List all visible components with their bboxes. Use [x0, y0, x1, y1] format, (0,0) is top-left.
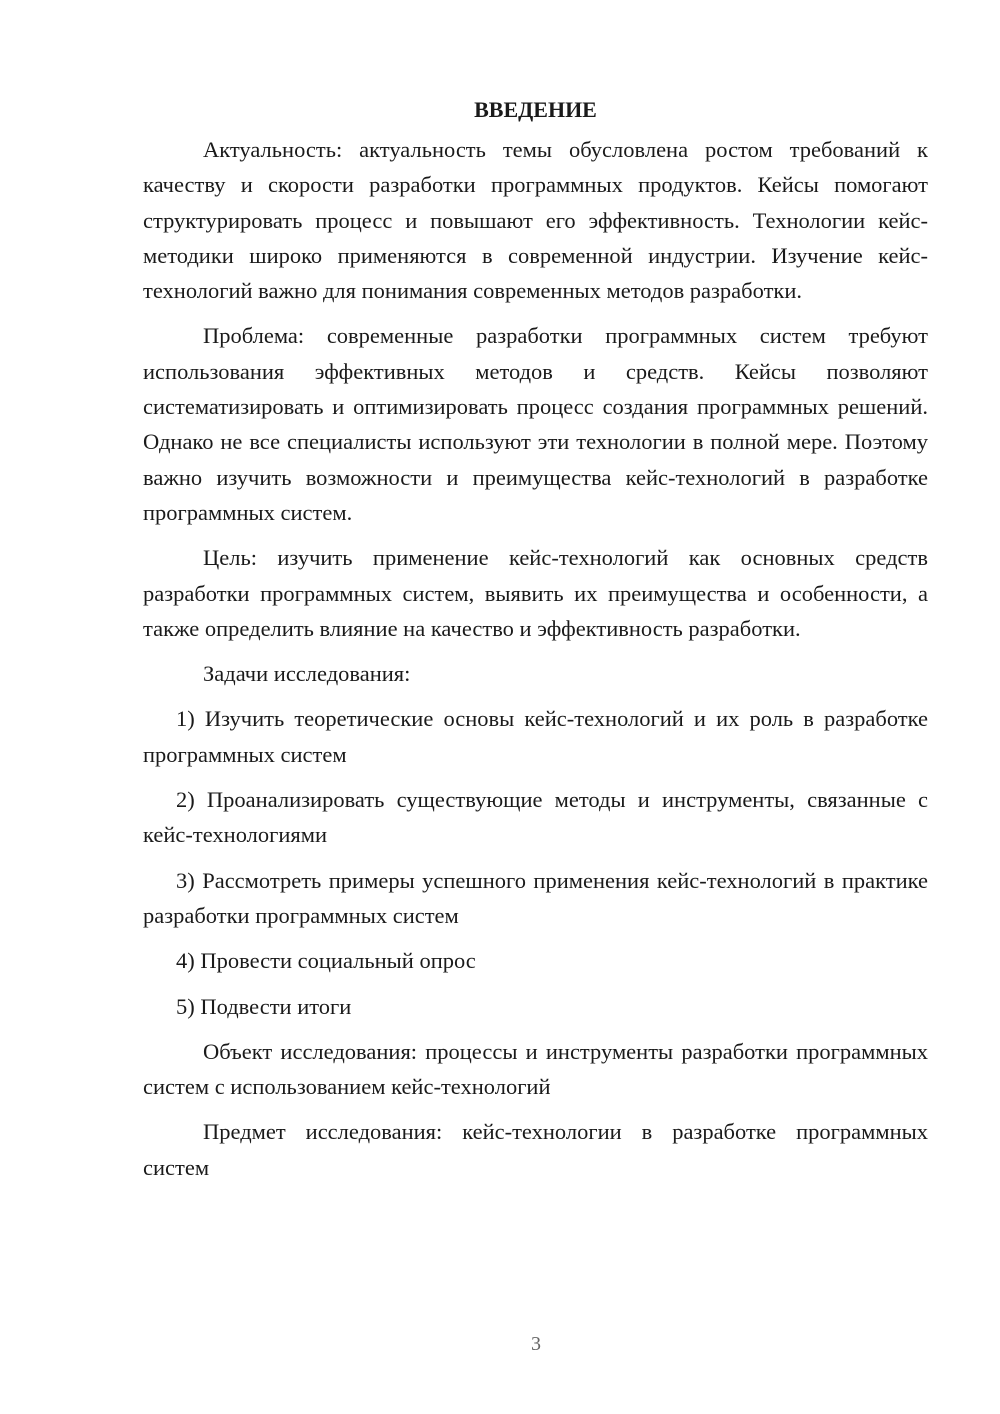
task-item-1: 1) Изучить теоретические основы кейс-технологий и их роль в разработке программных систем — [143, 706, 928, 767]
tasks-heading: Задачи исследования: — [203, 661, 411, 687]
relevance-paragraph: Актуальность: актуальность темы обусловлена ростом требований к качеству и скорости разработки программных продуктов. Кейсы помогают структурировать процесс и повышают его эффективность. Технологии кейс-методики широко применяются в современной индустрии. Изучение кейс-технологий важно для понимания современных методов разработки. — [143, 137, 928, 304]
task-item-3: 3) Рассмотреть примеры успешного применения кейс-технологий в практике разработки программных систем — [143, 867, 928, 928]
problem-paragraph: Проблема: современные разработки программных систем требуют использования эффективных методов и средств. Кейсы позволяют систематизировать и оптимизировать процесс создания программных решений. Однако не все специалисты используют эти технологии в полной мере. Поэтому важно изучить возможности и преимущества кейс-технологий в разработке программных систем. — [143, 323, 928, 525]
section-title: ВВЕДЕНИЕ — [474, 97, 597, 122]
page-number: 3 — [531, 1333, 541, 1355]
goal-paragraph: Цель: изучить применение кейс-технологий как основных средств разработки программных систем, выявить их преимущества и особенности, а также определить влияние на качество и эффективность разработки. — [143, 545, 928, 641]
task-item-5: 5) Подвести итоги — [176, 993, 352, 1019]
task-item-4: 4) Провести социальный опрос — [176, 948, 476, 974]
task-item-2: 2) Проанализировать существующие методы и инструменты, связанные с кейс-технологиями — [143, 787, 928, 848]
object-paragraph: Объект исследования: процессы и инструменты разработки программных систем с использованием кейс-технологий — [143, 1038, 928, 1100]
subject-paragraph: Предмет исследования: кейс-технологии в разработке программных систем — [143, 1119, 928, 1180]
page-content — [143, 92, 928, 1195]
